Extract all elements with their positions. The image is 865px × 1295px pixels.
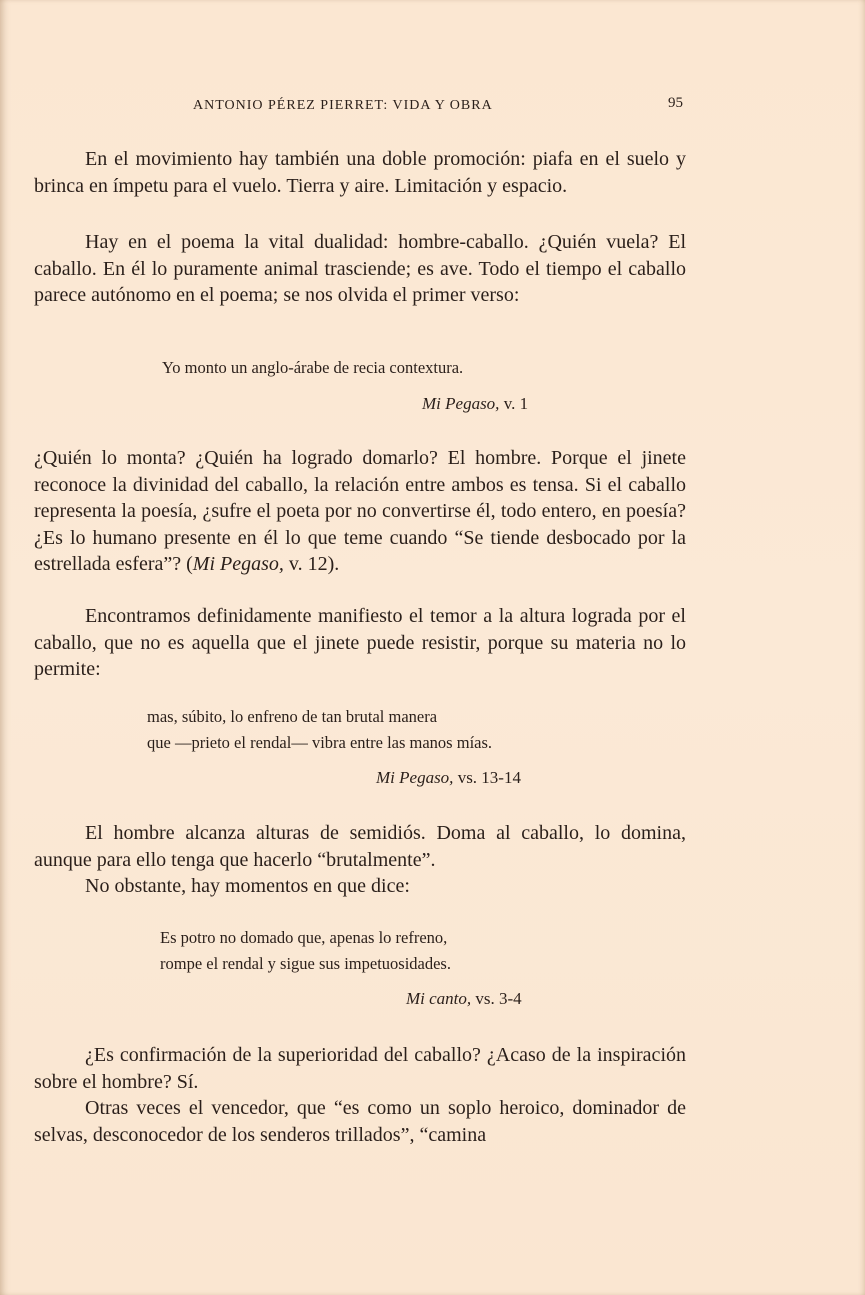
paragraph-3-text: ¿Quién lo monta? ¿Quién ha logrado domarlo? El hombre. Porque el jinete reconoce la divinidad del caballo, la relación entre ambos es tensa. Si el caballo representa la poesía, ¿sufre el poeta por no convertirse él, todo entero, en poesía? ¿Es lo humano presente en él lo que teme cuando “Se tiende desbocado por la estrellada esfera”? ( [34, 447, 686, 575]
quote-2-ref: vs. 13-14 [457, 768, 521, 787]
quote-3-line-1: Es potro no domado que, apenas lo refreno, [160, 928, 448, 947]
quote-2-line-2: que —prieto el rendal— vibra entre las manos mías. [147, 733, 493, 752]
quote-3-source [406, 989, 522, 1009]
quote-1-source [422, 394, 528, 414]
paragraph-8: Otras veces el vencedor, que “es como un soplo heroico, dominador de selvas, desconocedor de los senderos trillados”, “camina [34, 1097, 686, 1146]
quote-1-ref: v. 1 [503, 394, 529, 413]
quote-3-line-2: rompe el rendal y sigue sus impetuosidades. [160, 954, 451, 973]
page-number: 95 [668, 95, 683, 111]
paragraph-4: Encontramos definidamente manifiesto el temor a la altura lograda por el caballo, que no es aquella que el jinete puede resistir, porque su materia no lo permite: [34, 605, 686, 680]
quote-1-line-1: Yo monto un anglo-árabe de recia contextura. [162, 358, 464, 377]
paragraph-7: ¿Es confirmación de la superioridad del caballo? ¿Acaso de la inspiración sobre el hombre? Sí. [34, 1044, 686, 1093]
paragraph-3-work: Mi Pegaso, [192, 553, 284, 575]
paragraph-5: El hombre alcanza alturas de semidiós. Doma al caballo, lo domina, aunque para ello tenga que hacerlo “brutalmente”. [34, 822, 686, 871]
quote-1-work: Mi Pegaso, [422, 394, 500, 413]
running-title: ANTONIO PÉREZ PIERRET: VIDA Y OBRA [193, 98, 493, 113]
paragraph-6: No obstante, hay momentos en que dice: [85, 875, 410, 897]
quote-3-ref: vs. 3-4 [475, 989, 522, 1008]
paragraph-3 [34, 445, 686, 578]
quote-2-source [376, 768, 521, 788]
quote-2-work: Mi Pegaso, [376, 768, 454, 787]
quote-2-line-1: mas, súbito, lo enfreno de tan brutal manera [147, 707, 438, 726]
paragraph-1: En el movimiento hay también una doble promoción: piafa en el suelo y brinca en ímpetu para el vuelo. Tierra y aire. Limitación y espacio. [34, 148, 686, 197]
paragraph-2: Hay en el poema la vital dualidad: hombre-caballo. ¿Quién vuela? El caballo. En él lo puramente animal trasciende; es ave. Todo el tiempo el caballo parece autónomo en el poema; se nos olvida el primer verso: [34, 231, 686, 306]
paragraph-3-ref: v. 12). [283, 553, 340, 575]
quote-3-work: Mi canto, [406, 989, 472, 1008]
